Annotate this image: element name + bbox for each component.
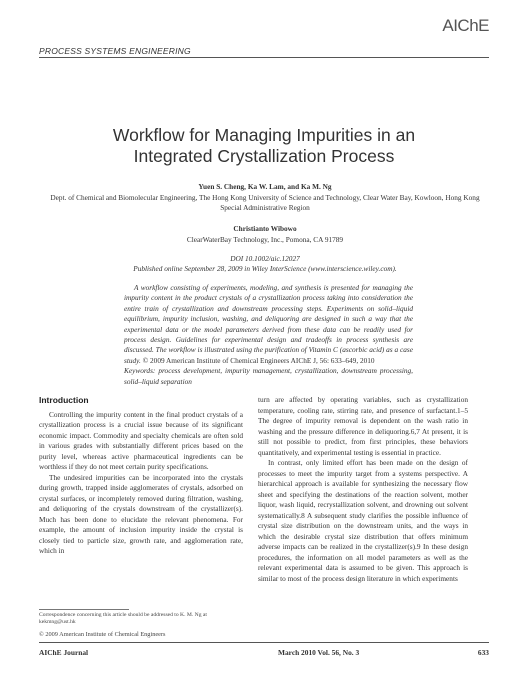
right-column (258, 395, 468, 584)
footer-journal: AIChE Journal (39, 648, 89, 657)
left-column (39, 395, 243, 557)
authors: Yuen S. Cheng, Ka W. Lam, and Ka M. Ng (198, 182, 332, 191)
keywords: Keywords: process development, impurity management, crystallization, downstream processing, solid–liquid separation (124, 366, 413, 386)
copyright-notice: © 2009 American Institute of Chemical Engineers (39, 631, 166, 638)
affiliation-1: Dept. of Chemical and Biomolecular Engineering, The Hong Kong University of Science and Technology, Clear Water Bay, Kowloon, Hong Kong Special Administrative Region (50, 193, 480, 212)
footnote-divider (39, 609, 129, 610)
journal-logo: AIChE (442, 16, 489, 35)
footer-divider (39, 642, 489, 643)
section-label: PROCESS SYSTEMS ENGINEERING (39, 46, 191, 56)
page-number: 633 (477, 648, 489, 657)
doi: DOI 10.1002/aic.12027 (230, 254, 300, 263)
abstract-copyright: © 2009 American Institute of Chemical Engineers AIChE J, 56: 633–649, 2010 (142, 355, 375, 365)
abstract-text: A workflow consisting of experiments, modeling, and synthesis is presented for managing the impurity content in the product crystals of a crystallization process taking into consideration the entire train of crystallization and downstream processing steps. Experiments on solid–liquid equilibrium, impurity inclusion, washing, and deliquoring are designed in such a way that the experimental data or the model parameters derived from these data can be readily used for process design. Guidelines for experimental design and tradeoffs in process synthesis are discussed. The workflow is illustrated using the purification of Vitamin C (ascorbic acid) as a case study. (124, 283, 413, 365)
affiliation-2: ClearWaterBay Technology, Inc., Pomona, CA 91789 (186, 235, 344, 244)
title-line-2: Integrated Crystallization Process (133, 146, 395, 166)
paragraph: The undesired impurities can be incorporated into the crystals during growth, trapped inside agglomerates of crystals, adsorbed on crystal surfaces, or incompletely removed during filtration, washing, and deliquoring of the crystals downstream of the crystallizer(s). Much has been done to elucidate the relevant phenomena. For example, the amount of inclusion impurity inside the crystal is closely tied to particle size, growth rate, and agglomeration rate, which in (39, 472, 243, 555)
paragraph: In contrast, only limited effort has been made on the design of processes to meet the impurity target from a systems perspective. A hierarchical approach is available for synthesizing the necessary flow sheet and specifying the destinations of the reaction solvent, mother liquor, wash liquid, recrystallization solvent, and drowning out solvent systematically.8 A subsequent study clarifies the possible influence of crystal size distribution on the downstream units, and the ways in which the desirable crystal size distribution that offers minimum adverse impacts can be realized in the crystallizer(s).9 In these design procedures, the information on all model parameters as well as the relevant experimental data is assumed to be given. This approach is similar to most of the process design literature in which experiments (258, 458, 468, 583)
introduction-heading: Introduction (39, 395, 89, 405)
header-divider (39, 57, 489, 58)
title-line-1: Workflow for Managing Impurities in an (112, 125, 416, 145)
footer-issue: March 2010 Vol. 56, No. 3 (278, 648, 360, 657)
article-title (39, 125, 489, 167)
correspondence-footnote: Correspondence concerning this article should be addressed to K. M. Ng at kekmng@ust.hk (39, 612, 207, 625)
abstract (124, 283, 413, 387)
paragraph: Controlling the impurity content in the final product crystals of a crystallization process is a crucial issue because of its significant economic impact. Commodity and specialty chemicals are often sold in various grades with substantially different prices based on the purity level, whereas active pharmaceutical ingredients can be worthless if they do not meet certain purity specifications. (39, 409, 243, 471)
published-online: Published online September 28, 2009 in Wiley InterScience (www.interscience.wiley.com). (133, 264, 397, 273)
paragraph: turn are affected by operating variables, such as crystallization temperature, cooling rate, stirring rate, and presence of surfactant.1–5 The degree of impurity removal is dependent on the wash ratio in washing and the pressure difference in deliquoring.6,7 At present, it is still not possible to predict, from first principles, these behaviors quantitatively, and experimental testing is essential in practice. (258, 395, 468, 457)
author-2: Christianto Wibowo (233, 224, 297, 233)
